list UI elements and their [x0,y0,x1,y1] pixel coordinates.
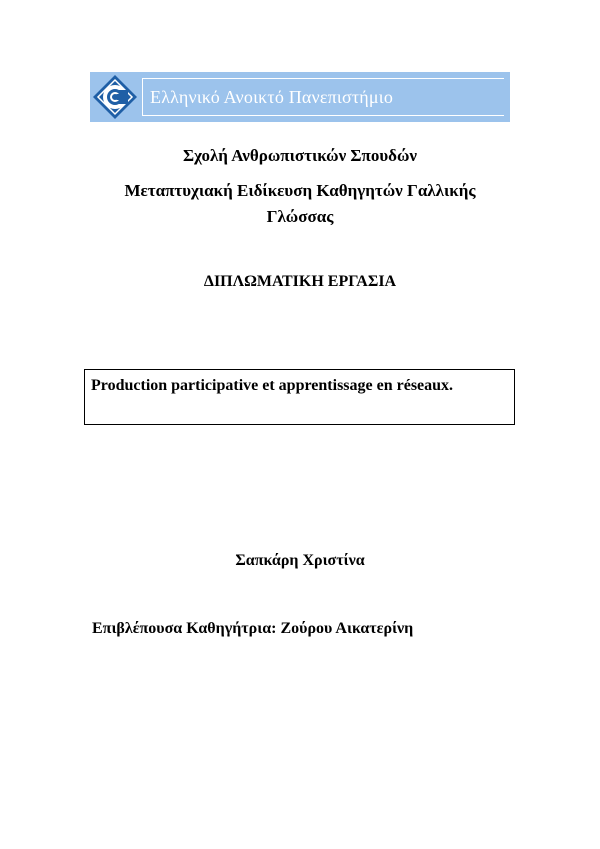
university-banner [90,72,510,122]
university-name: Ελληνικό Ανοικτό Πανεπιστήμιο [150,87,394,107]
specialty-line-1: Μεταπτυχιακή Ειδίκευση Καθηγητών Γαλλικής [124,181,476,200]
document-type: ΔΙΠΛΩΜΑΤΙΚΗ ΕΡΓΑΣΙΑ [203,273,397,290]
specialty-line-2: Γλώσσας [266,207,334,226]
university-logo-icon [92,74,138,120]
school-name: Σχολή Ανθρωπιστικών Σπουδών [182,146,418,165]
author-name: Σαπκάρη Χριστίνα [235,552,365,569]
thesis-title: Production participative et apprentissage en réseaux. [91,377,454,394]
thesis-title-box [84,369,515,425]
supervisor-line: Επιβλέπουσα Καθηγήτρια: Ζούρου Αικατερίνη [92,620,414,637]
